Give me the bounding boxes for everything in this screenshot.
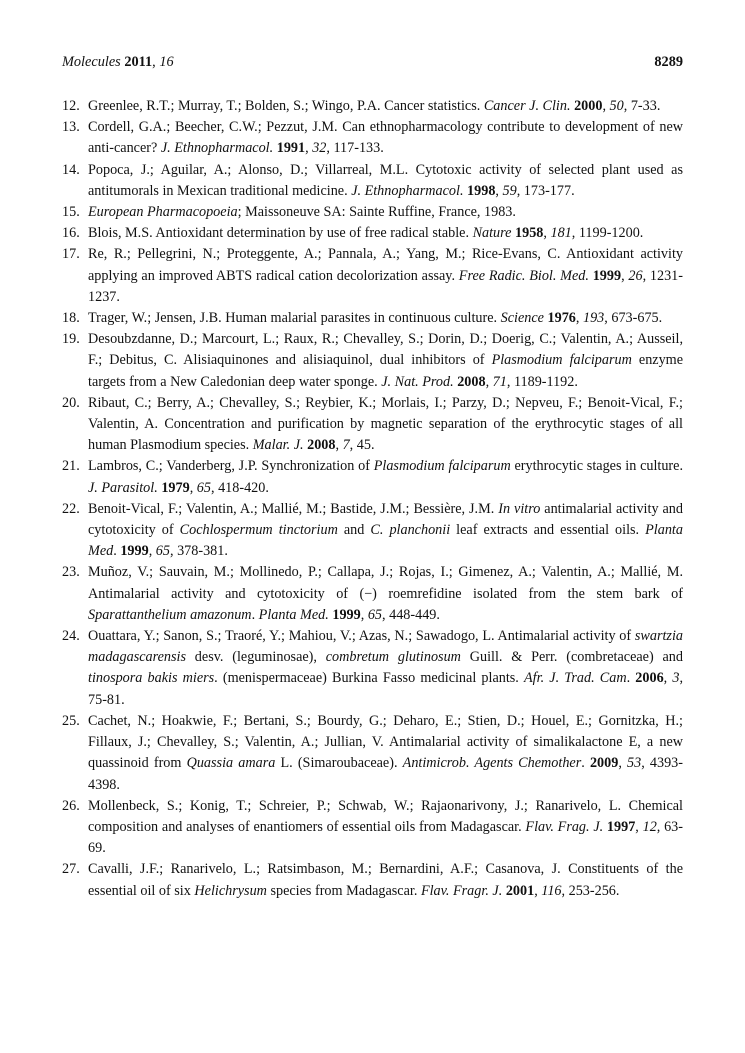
reference-text: , xyxy=(360,606,368,623)
reference-text: 1991 xyxy=(276,140,306,157)
reference-text: Free Radic. Biol. Med. xyxy=(458,267,589,284)
reference-text: 65 xyxy=(155,543,170,560)
reference-text: L. (Simaroubaceae). xyxy=(275,755,403,772)
reference-text: Ouattara, Y.; Sanon, S.; Traoré, Y.; Mahiou, V.; Azas, N.; Sawadogo, L. Antimalarial activity of xyxy=(88,628,635,645)
reference-number: 27. xyxy=(62,861,80,878)
reference-text: Ribaut, C.; Berry, A.; Chevalley, S.; Reybier, K.; Morlais, I.; Parzy, D.; Nepveu, F.; Benoit-Vical, F.; Valentin, A. Concentration and purification by magnetic separation of the erythrocytic stages of all human Plasmodium species. xyxy=(88,394,683,454)
reference-text: 1979 xyxy=(161,479,190,496)
reference-text: , xyxy=(602,98,610,114)
reference-text: 193 xyxy=(582,310,605,327)
reference-text: leaf extracts and essential oils. xyxy=(450,522,646,539)
reference-number: 16. xyxy=(62,225,80,242)
reference-text: 2008 xyxy=(307,437,336,454)
journal-name: Molecules xyxy=(62,54,121,70)
reference-text: Desoubzdanne, D.; Marcourt, L.; Raux, R.; Chevalley, S.; Dorin, D.; Doerig, C.; Valentin, A.; Ausseil, F.; Debitus, C. Alisiaquinones and alisiaquinol, dual inhibitors of xyxy=(88,331,683,369)
reference-text: , xyxy=(575,310,583,327)
running-header xyxy=(62,54,683,76)
reference-text: Afr. J. Trad. Cam xyxy=(524,670,627,687)
reference-number: 19. xyxy=(62,331,80,348)
reference-text: Popoca, J.; Aguilar, A.; Alonso, D.; Villarreal, M.L. Cytotoxic activity of selected plant used as antitumorals in Mexican traditional medicine. xyxy=(88,161,683,199)
reference-text: , xyxy=(495,182,503,199)
reference-number: 18. xyxy=(62,310,80,327)
reference-text: antimalarial activity and cytotoxicity of xyxy=(88,500,683,539)
reference-text: , 1199-1200. xyxy=(571,225,644,242)
reference-text: 53 xyxy=(627,755,642,772)
reference-text: Greenlee, R.T.; Murray, T.; Bolden, S.; Wingo, P.A. Cancer statistics. xyxy=(88,98,484,114)
reference-text: 1958 xyxy=(515,225,544,242)
reference-text: 1999 xyxy=(332,606,361,623)
reference-text: 1998 xyxy=(467,182,496,199)
reference-text: , xyxy=(189,479,197,496)
reference-text: , xyxy=(305,140,313,157)
reference-text: . xyxy=(113,543,121,560)
reference-text: 65 xyxy=(367,606,382,623)
reference-number: 14. xyxy=(62,161,80,178)
reference-text: J. Nat. Prod. xyxy=(381,373,454,390)
reference-text: Planta Med xyxy=(88,522,683,560)
reference-item xyxy=(62,202,683,223)
reference-text: Cancer J. Clin. xyxy=(483,98,571,114)
reference-text: , xyxy=(635,818,643,835)
reference-text: 2001 xyxy=(505,882,535,899)
reference-text: Flav. Fragr. J. xyxy=(420,882,503,899)
reference-text: Malar. J. xyxy=(252,437,304,454)
reference-number: 23. xyxy=(62,564,80,581)
reference-text: Antimicrob. Agents Chemother xyxy=(402,755,582,772)
reference-text: Muñoz, V.; Sauvain, M.; Mollinedo, P.; Callapa, J.; Rojas, I.; Gimenez, A.; Valentin, A.; Mallié, M. Antimalarial activity and cytotoxicity of (−) roemrefidine isolated from the stem bark of xyxy=(88,564,683,602)
reference-text: swartzia madagascarensis xyxy=(88,628,683,666)
reference-item xyxy=(62,626,683,711)
reference-text: Helichrysum xyxy=(194,882,267,899)
reference-number: 25. xyxy=(62,712,80,729)
reference-text: Cavalli, J.F.; Ranarivelo, L.; Ratsimbason, M.; Bernardini, A.F.; Casanova, J. Constituents of the essential oil of six xyxy=(88,861,683,899)
reference-number: 21. xyxy=(62,458,80,475)
reference-list xyxy=(62,96,683,902)
reference-text: , xyxy=(485,373,493,390)
reference-text: Blois, M.S. Antioxidant determination by use of free radical stable. xyxy=(88,225,473,242)
reference-text: 71 xyxy=(492,373,507,390)
reference-text: , xyxy=(618,755,628,772)
reference-text: 1997 xyxy=(606,818,636,835)
reference-text: , 117-133. xyxy=(326,140,384,157)
reference-text: Flav. Frag. J. xyxy=(525,818,604,835)
reference-text: 2008 xyxy=(457,373,486,390)
reference-text: . xyxy=(251,606,259,623)
reference-text: Re, R.; Pellegrini, N.; Proteggente, A.; Pannala, A.; Yang, M.; Rice-Evans, C. Antioxidant activity applying an improved ABTS radical cation decolorization assay. xyxy=(88,246,683,284)
reference-text: J. Parasitol. xyxy=(88,479,158,496)
reference-text: ; Maissoneuve SA: Sainte Ruffine, France, 1983. xyxy=(237,204,516,221)
reference-text: , 63-69. xyxy=(88,818,683,857)
reference-text: , xyxy=(543,225,551,242)
reference-number: 17. xyxy=(62,246,80,263)
reference-text: Plasmodium falciparum xyxy=(373,458,511,475)
journal-citation: Molecules 2011, 16 xyxy=(62,54,174,70)
reference-text: Guill. & Perr. (combretaceae) and xyxy=(460,649,683,666)
reference-item xyxy=(62,223,683,244)
reference-text: , xyxy=(621,267,629,284)
reference-text: , xyxy=(663,670,673,687)
reference-text: Quassia amara xyxy=(186,755,276,772)
reference-text: 12 xyxy=(642,818,657,835)
reference-text: , 418-420. xyxy=(210,479,269,496)
reference-text: , 173-177. xyxy=(516,182,575,199)
reference-number: 20. xyxy=(62,394,80,411)
reference-text: . xyxy=(581,755,590,772)
reference-text: 26 xyxy=(628,267,643,284)
reference-text: combretum glutinosum xyxy=(325,649,461,666)
journal-volume: 16 xyxy=(159,54,174,70)
reference-text: , 673-675. xyxy=(604,310,663,327)
reference-text: , xyxy=(148,543,156,560)
reference-text: . xyxy=(626,670,636,687)
reference-text: Cochlospermum tinctorium xyxy=(179,522,338,539)
reference-text: 7 xyxy=(342,437,350,454)
reference-text: , 1189-1192. xyxy=(506,373,578,390)
page-number: 8289 xyxy=(654,54,683,70)
reference-item xyxy=(62,711,683,796)
reference-text: , 45. xyxy=(349,437,375,454)
reference-text: Trager, W.; Jensen, J.B. Human malarial parasites in continuous culture. xyxy=(88,310,501,327)
reference-item xyxy=(62,96,683,117)
reference-text: 2009 xyxy=(589,755,619,772)
reference-item xyxy=(62,308,683,329)
reference-text: Plasmodium falciparum xyxy=(491,352,632,369)
reference-item xyxy=(62,329,683,393)
reference-text: 32 xyxy=(312,140,327,157)
reference-text: 1999 xyxy=(592,267,622,284)
reference-item xyxy=(62,244,683,308)
reference-text: desv. (leguminosae), xyxy=(186,649,326,666)
reference-text: and xyxy=(337,522,371,539)
reference-item xyxy=(62,562,683,626)
reference-number: 24. xyxy=(62,628,80,645)
reference-number: 15. xyxy=(62,204,80,221)
reference-text: , 448-449. xyxy=(382,606,440,623)
reference-text: 2000 xyxy=(574,98,603,114)
reference-text: , xyxy=(534,882,542,899)
reference-item xyxy=(62,160,683,202)
reference-text: , 4393-4398. xyxy=(88,755,684,793)
reference-text: Mollenbeck, S.; Konig, T.; Schreier, P.; Schwab, W.; Rajaonarivony, J.; Ranarivelo, L. Chemical composition and analyses of enantiomers of essential oils from Madagascar. xyxy=(88,797,683,835)
reference-item xyxy=(62,499,683,563)
reference-text: species from Madagascar. xyxy=(266,882,421,899)
journal-year: 2011 xyxy=(124,54,153,70)
reference-text: Planta Med. xyxy=(258,606,329,623)
reference-text: , 1231-1237. xyxy=(88,267,683,305)
reference-text: J. Ethnopharmacol. xyxy=(160,140,274,157)
reference-item xyxy=(62,117,683,159)
reference-text: Cordell, G.A.; Beecher, C.W.; Pezzut, J.M. Can ethnopharmacology contribute to development of new anti-cancer? xyxy=(88,119,683,157)
reference-text: 59 xyxy=(502,182,517,199)
reference-text: Nature xyxy=(472,225,512,242)
reference-text: , xyxy=(335,437,343,454)
reference-text: enzyme targets from a New Caledonian deep water sponge. xyxy=(88,352,684,390)
reference-text: 65 xyxy=(196,479,211,496)
reference-number: 22. xyxy=(62,500,80,517)
reference-text: Benoit-Vical, F.; Valentin, A.; Mallié, M.; Bastide, J.M.; Bessière, J.M. xyxy=(88,500,499,517)
reference-text: 1999 xyxy=(120,543,149,560)
reference-text: , 253-256. xyxy=(561,882,620,899)
reference-item xyxy=(62,859,683,901)
reference-text: , 75-81. xyxy=(88,670,683,708)
reference-text: 1976 xyxy=(547,310,576,327)
reference-number: 26. xyxy=(62,797,80,814)
reference-text: 116 xyxy=(541,882,562,899)
reference-text: J. Ethnopharmacol. xyxy=(351,182,464,199)
reference-text: Cachet, N.; Hoakwie, F.; Bertani, S.; Bourdy, G.; Deharo, E.; Stien, D.; Houel, E.; Gornitzka, H.; Fillaux, J.; Chevalley, S.; Valentin, A.; Jullian, V. Antimalarial activity of simalikalactone E, a new quassinoid from xyxy=(88,712,683,772)
reference-text: Lambros, C.; Vanderberg, J.P. Synchronization of xyxy=(88,458,374,475)
reference-text: European Pharmacopoeia xyxy=(88,204,238,221)
reference-text: tinospora bakis miers xyxy=(88,670,215,687)
reference-number: 13. xyxy=(62,119,80,136)
reference-item xyxy=(62,456,683,498)
reference-text: . (menispermaceae) Burkina Fasso medicinal plants. xyxy=(214,670,525,687)
reference-item xyxy=(62,796,683,860)
reference-text: , 7-33. xyxy=(623,98,661,114)
reference-text: 50 xyxy=(609,98,624,114)
reference-text: Sparattanthelium amazonum xyxy=(88,606,252,623)
reference-text: In vitro xyxy=(498,500,541,517)
reference-text: , 378-381. xyxy=(169,543,228,560)
reference-text: 181 xyxy=(550,225,572,242)
reference-text: 2006 xyxy=(635,670,664,687)
reference-text: C. planchonii xyxy=(370,522,451,539)
reference-text: 3 xyxy=(672,670,680,687)
reference-text: erythrocytic stages in culture. xyxy=(510,458,684,475)
reference-item xyxy=(62,393,683,457)
reference-text: Science xyxy=(500,310,544,327)
reference-number: 12. xyxy=(62,98,80,114)
